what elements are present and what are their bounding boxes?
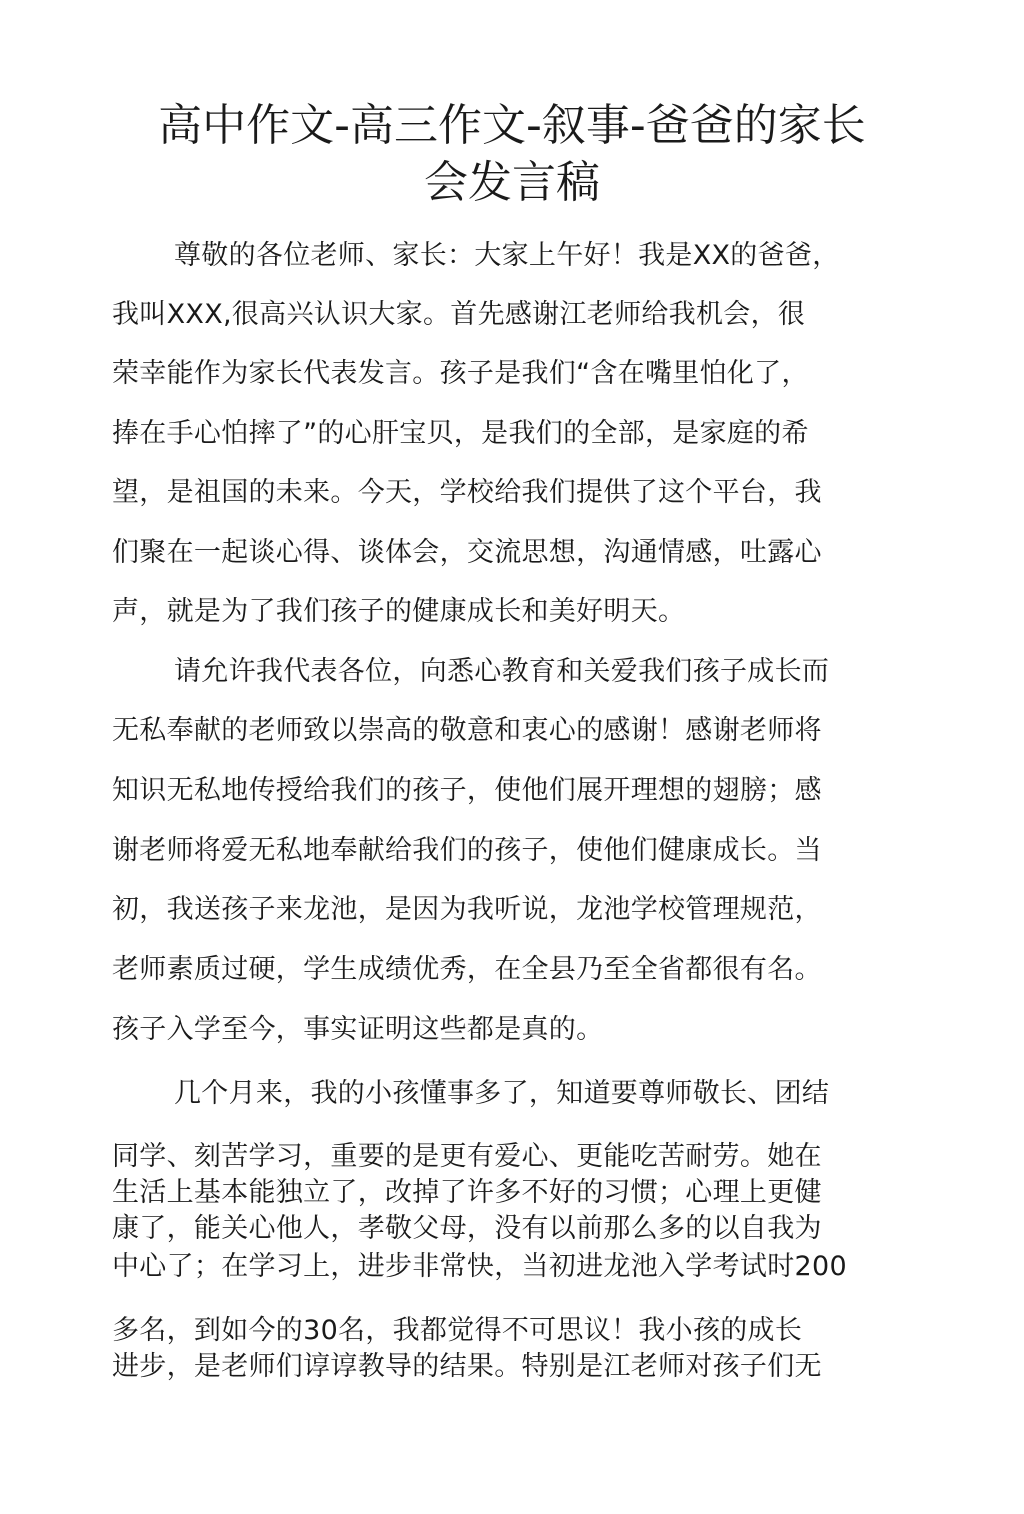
title-line-2: 会发言稿 (424, 157, 600, 208)
paragraph-line: 请允许我代表各位，向悉心教育和关爱我们孩子成长而 (174, 656, 830, 687)
paragraph-line: 中心了；在学习上，进步非常快，当初进龙池入学考试时200 (112, 1251, 847, 1282)
paragraph-line: 生活上基本能独立了，改掉了许多不好的习惯；心理上更健 (112, 1177, 822, 1208)
paragraph-line: 谢老师将爱无私地奉献给我们的孩子，使他们健康成长。当 (112, 835, 822, 866)
paragraph-line: 几个月来，我的小孩懂事多了，知道要尊师敬长、团结 (174, 1078, 830, 1109)
paragraph-line: 老师素质过硬，学生成绩优秀，在全县乃至全省都很有名。 (112, 954, 822, 985)
paragraph-line: 孩子入学至今，事实证明这些都是真的。 (112, 1014, 604, 1045)
title-line-1: 高中作文-高三作文-叙事-爸爸的家长 (158, 100, 866, 151)
paragraph-line: 望，是祖国的未来。今天，学校给我们提供了这个平台，我 (112, 477, 822, 508)
paragraph-line: 知识无私地传授给我们的孩子，使他们展开理想的翅膀；感 (112, 775, 822, 806)
paragraph-line: 进步，是老师们谆谆教导的结果。特别是江老师对孩子们无 (112, 1351, 822, 1382)
paragraph-line: 荣幸能作为家长代表发言。孩子是我们“含在嘴里怕化了， (112, 358, 809, 389)
paragraph-line: 声，就是为了我们孩子的健康成长和美好明天。 (112, 596, 686, 627)
paragraph-line: 同学、刻苦学习，重要的是更有爱心、更能吃苦耐劳。她在 (112, 1141, 822, 1172)
paragraph-line: 无私奉献的老师致以崇高的敬意和衷心的感谢！感谢老师将 (112, 715, 822, 746)
paragraph-line: 我叫XXX,很高兴认识大家。首先感谢江老师给我机会，很 (112, 299, 806, 330)
paragraph-line: 尊敬的各位老师、家长：大家上午好！我是XX的爸爸， (174, 240, 840, 271)
paragraph-line: 捧在手心怕摔了”的心肝宝贝，是我们的全部，是家庭的希 (112, 418, 809, 449)
paragraph-line: 初，我送孩子来龙池，是因为我听说，龙池学校管理规范， (112, 894, 822, 925)
paragraph-line: 康了，能关心他人，孝敬父母，没有以前那么多的以自我为 (112, 1213, 822, 1244)
paragraph-line: 们聚在一起谈心得、谈体会，交流思想，沟通情感，吐露心 (112, 537, 822, 568)
paragraph-line: 多名，到如今的30名，我都觉得不可思议！我小孩的成长 (112, 1315, 803, 1346)
